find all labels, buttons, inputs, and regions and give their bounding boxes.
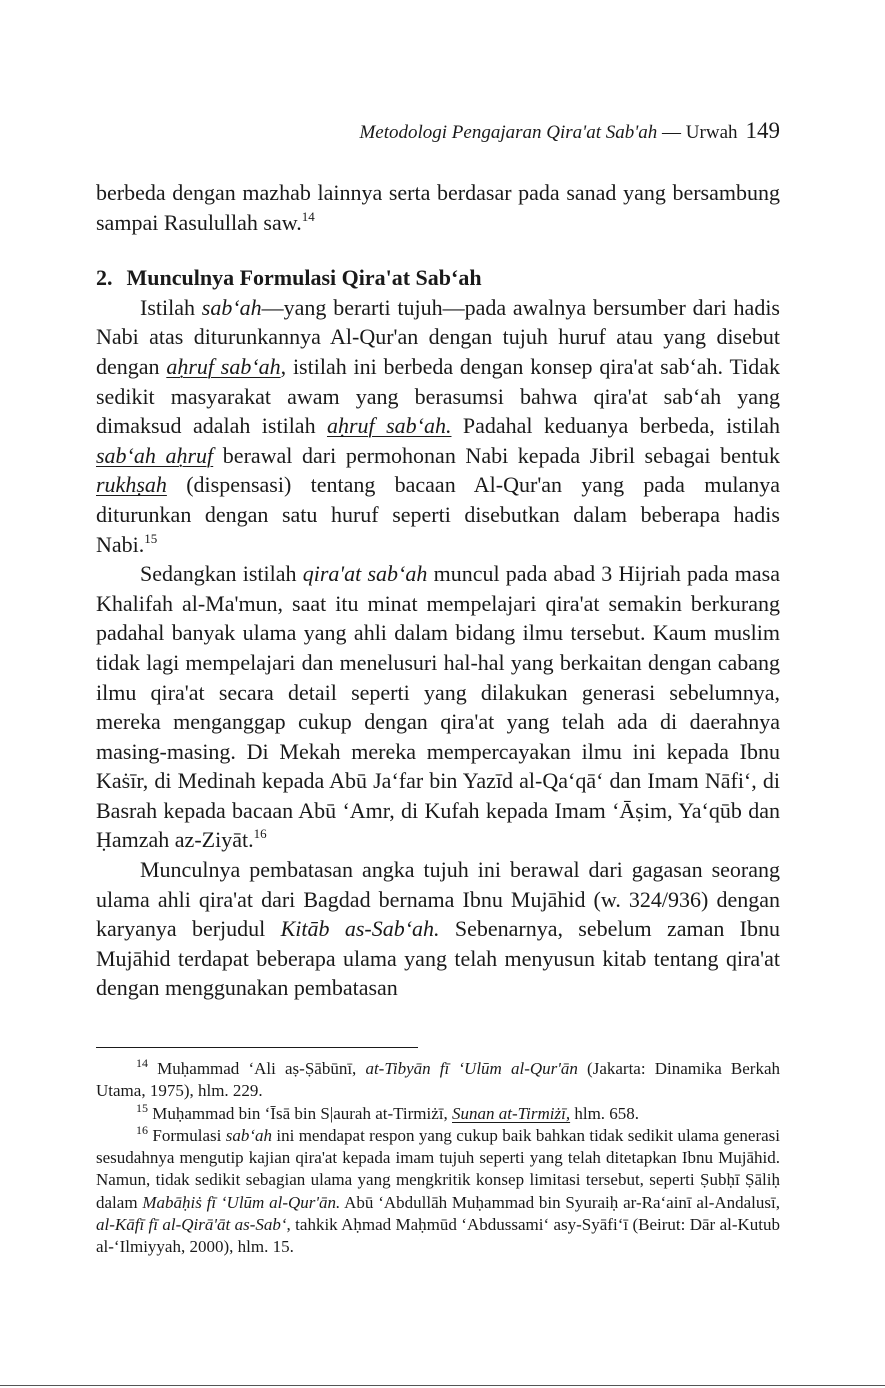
text-run: berawal dari permohonan Nabi kepada Jibril sebagai bentuk <box>213 442 781 468</box>
footnotes <box>96 1058 780 1259</box>
text-run: muncul pada abad 3 Hijriah pada masa Khalifah al-Ma'mun, saat itu minat mempelajari qira'at semakin berkurang padahal banyak ulama yang ahli dalam bidang ilmu tersebut. Kaum muslim tidak lagi mempelajari dan menelusuri hal-hal yang berkaitan dengan cabang ilmu qira'at secara detail seperti yang dilakukan generasi sebelumnya, mereka menganggap cukup dengan qira'at yang telah ada di daerahnya masing-masing. Di Mekah mereka mempercayakan ilmu ini kepada Ibnu Kaṡīr, di Medinah kepada Abū Ja‘far bin Yazīd al-Qa‘qā‘ dan Imam Nāfi‘, di Basrah kepada bacaan Abū ‘Amr, di Kufah kepada Imam ‘Āṣim, Ya‘qūb dan Ḥamzah az-Ziyāt. <box>96 561 780 853</box>
paragraph-sabah-definition <box>96 293 780 559</box>
main-text <box>96 178 780 1003</box>
footnote-number: 14 <box>136 1056 148 1070</box>
italic-term: sab‘ah aḥruf <box>96 442 214 468</box>
footnote-ref-16[interactable]: 16 <box>253 826 267 842</box>
footnote-ref-15[interactable]: 15 <box>144 530 158 546</box>
footnote-number: 15 <box>136 1100 148 1115</box>
italic-term: qira'at sab‘ah <box>302 561 428 587</box>
text-run: Munculnya pembatasan angka tujuh ini berawal dari gagasan seorang ulama ahli qira'at dari Bagdad bernama Ibnu Mujāhid (w. 324/936) dengan karyanya berjudul <box>96 857 780 942</box>
text-run: Padahal keduanya berbeda, istilah <box>451 413 780 439</box>
footnote-14 <box>96 1058 780 1103</box>
footnote-15 <box>96 1100 780 1125</box>
footnote-number: 16 <box>136 1122 148 1137</box>
text-run: , tahkik Aḥmad Maḥmūd ‘Abdussami‘ asy-Syāfi‘ī (Beirut: Dār al-Kutub al-‘Ilmiyyah, 2000), hlm. 15. <box>96 1215 780 1257</box>
text-run: Abū ‘Abdullāh Muḥammad bin Syuraiḥ ar-Ra‘ainī al-Andalusī, <box>340 1192 780 1212</box>
running-title: Metodologi Pengajaran Qira'at Sab'ah <box>359 122 658 143</box>
text-run: Sebenarnya, sebelum zaman Ibnu Mujāhid terdapat beberapa ulama yang telah menyusun kitab tentang qira'at dengan menggunakan pembatasan <box>96 916 780 1001</box>
text-run: hlm. 658. <box>570 1103 640 1123</box>
italic-term: aḥruf sab‘ah <box>166 353 281 379</box>
text-run: —yang berarti tujuh—pada awalnya bersumber dari hadis Nabi atas diturunkannya Al-Qur'an dengan tujuh huruf atau yang disebut dengan <box>96 294 780 379</box>
italic-term: rukhṣah <box>96 472 167 498</box>
text-run: (dispensasi) tentang bacaan Al-Qur'an yang pada mulanya diturunkan dengan satu huruf seperti disebutkan dalam beberapa hadis Nabi. <box>96 472 780 557</box>
italic-title: al-Kāfī fī al-Qirā'āt as-Sab‘ <box>96 1215 287 1235</box>
italic-term: Kitāb as-Sab‘ah. <box>280 916 440 942</box>
text-run: (Jakarta: Dinamika Berkah Utama, 1975), hlm. 229. <box>96 1059 780 1101</box>
italic-term: sab‘ah <box>225 1125 272 1145</box>
text-run: Istilah <box>140 294 202 320</box>
text-run: Muḥammad ‘Ali aṣ-Ṣābūnī, <box>148 1059 366 1078</box>
paragraph-qiraat-history <box>96 559 780 855</box>
footnote-separator <box>96 1047 418 1048</box>
footnote-16 <box>96 1122 781 1259</box>
header-dash: — <box>657 122 686 143</box>
section-number: 2. <box>96 265 113 291</box>
text-run: , istilah ini berbeda dengan konsep qira'at sab‘ah. Tidak sedikit masyarakat awam yang berasumsi bahwa qira'at sab‘ah yang dimaksud adalah istilah <box>96 353 780 439</box>
text-run: Sedangkan istilah <box>140 561 303 587</box>
header-author: Urwah <box>685 122 738 143</box>
footnote-ref-14[interactable]: 14 <box>301 208 315 224</box>
text-run: Formulasi <box>148 1125 226 1145</box>
italic-term: aḥruf sab‘ah. <box>327 413 452 439</box>
italic-title: Sunan at-Tirmiżī, <box>452 1103 571 1123</box>
running-header <box>96 119 780 145</box>
text-run: Muḥammad bin ‘Īsā bin S|aurah at-Tirmiżī, <box>148 1103 453 1123</box>
italic-title: Mabāḥiṡ fī ‘Ulūm al-Qur'ān. <box>142 1192 341 1212</box>
paragraph-continued <box>96 178 780 237</box>
page-number: 149 <box>745 118 780 143</box>
italic-title: at-Tibyān fī ‘Ulūm al-Qur'ān <box>365 1059 578 1078</box>
section-title: Munculnya Formulasi Qira'at Sab‘ah <box>126 265 482 291</box>
italic-term: sab‘ah <box>201 294 262 320</box>
paragraph-text: berbeda dengan mazhab lainnya serta berdasar pada sanad yang bersambung sampai Rasulullah saw. <box>96 180 780 235</box>
section-heading <box>96 263 780 293</box>
scan-edge-line <box>0 1385 885 1386</box>
text-run: ini mendapat respon yang cukup baik bahkan tidak sedikit ulama generasi sesudahnya mengutip kajian qira'at kepada imam tujuh seperti yang telah ditetapkan Ibnu Mujāhid. Namun, tidak sedikit sebagian ulama yang mengkritik konsep limitasi tersebut, seperti Ṣubḥī Ṣāliḥ dalam <box>96 1125 781 1212</box>
paragraph-ibnu-mujahid <box>96 855 780 1003</box>
